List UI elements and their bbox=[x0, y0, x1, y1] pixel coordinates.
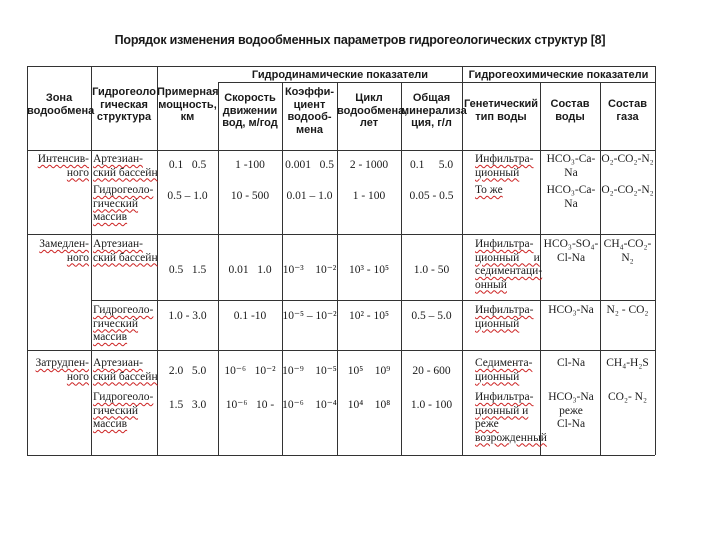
gas-composition-cell: CH₄-H₂S bbox=[606, 357, 649, 369]
genesis-cell: Инфильтра- ционный и седиментаци- онный bbox=[475, 238, 543, 291]
column-header-coef: Коэффи- циент водооб- мена bbox=[284, 86, 335, 136]
zone-divider bbox=[27, 234, 655, 235]
coefficient-cell: 0.01 – 1.0 bbox=[286, 190, 333, 202]
velocity-cell: 0.1 -10 bbox=[233, 310, 267, 322]
water-composition-cell: HCO₃-Na реже Cl-Na bbox=[548, 391, 594, 430]
mineralization-cell: 0.05 - 0.5 bbox=[409, 190, 454, 202]
velocity-cell: 10⁻⁶ 10⁻² bbox=[224, 365, 276, 377]
structure-cell: Артезиан- ский бассейн bbox=[93, 357, 158, 383]
zone-cell: Затрудпен- ного bbox=[35, 357, 89, 383]
header-bottom-border bbox=[27, 150, 655, 151]
table-top-border bbox=[27, 66, 655, 67]
water-composition-cell: Cl-Na bbox=[556, 357, 586, 369]
table-bottom-border bbox=[27, 455, 655, 456]
structure-cell: Гидрогеоло- гический массив bbox=[93, 184, 154, 223]
cycle-cell: 10³ - 10⁵ bbox=[348, 264, 390, 276]
genesis-cell: Инфильтра- ционный и реже возрожденный bbox=[475, 391, 547, 444]
table-side-border bbox=[655, 66, 656, 455]
thickness-cell: 1.0 - 3.0 bbox=[168, 310, 207, 322]
structure-cell: Гидрогеоло- гический массив bbox=[93, 391, 154, 430]
column-header-velocity: Скорость движении вод, м/год bbox=[222, 92, 278, 129]
water-composition-cell: HCO₃-Na bbox=[548, 304, 594, 316]
thickness-cell: 0.1 0.5 bbox=[168, 159, 207, 171]
coefficient-cell: 10⁻⁹ 10⁻⁵ bbox=[282, 365, 337, 377]
structure-cell: Гидрогеоло- гический массив bbox=[93, 304, 154, 343]
cycle-cell: 10⁴ 10⁸ bbox=[347, 399, 391, 411]
velocity-cell: 1 -100 bbox=[235, 159, 265, 171]
genesis-cell: Инфильтра- ционный bbox=[475, 304, 534, 330]
column-header-comp-gas: Состав газа bbox=[608, 98, 647, 123]
column-header-cycle: Цикл водообмена, лет bbox=[337, 92, 408, 129]
velocity-cell: 0.01 1.0 bbox=[228, 264, 272, 276]
cycle-cell: 10² - 10⁵ bbox=[348, 310, 390, 322]
column-divider bbox=[91, 66, 92, 455]
zone-cell: Замедлен- ного bbox=[39, 238, 89, 264]
group-header-hydrodynamic: Гидродинамические показатели bbox=[251, 69, 429, 81]
water-composition-cell: HCO₃-Ca- Na bbox=[546, 184, 596, 210]
thickness-cell: 0.5 – 1.0 bbox=[167, 190, 208, 202]
cycle-cell: 10⁵ 10⁹ bbox=[347, 365, 391, 377]
group-header-divider bbox=[218, 82, 655, 83]
column-header-mineral: Общая минерализа ция, г/л bbox=[401, 92, 467, 129]
thickness-cell: 2.0 5.0 bbox=[168, 365, 207, 377]
cycle-cell: 2 - 1000 bbox=[349, 159, 389, 171]
column-header-zone: Зона водообмена bbox=[27, 92, 95, 117]
gas-composition-cell: CO₂- N₂ bbox=[607, 391, 647, 403]
water-composition-cell: HCO₃-Ca- Na bbox=[546, 153, 596, 179]
coefficient-cell: 10⁻⁵ – 10⁻² bbox=[282, 310, 337, 322]
group-header-hydrochemical: Гидрогеохимические показатели bbox=[468, 69, 649, 81]
coefficient-cell: 10⁻⁶ 10⁻⁴ bbox=[282, 399, 337, 411]
gas-composition-cell: O₂-CO₂-N₂ bbox=[601, 184, 654, 196]
column-divider bbox=[462, 82, 463, 455]
column-header-structure: Гидрогеоло гическая структура bbox=[92, 86, 156, 123]
gas-composition-cell: N₂ - CO₂ bbox=[606, 304, 649, 316]
genesis-cell: Инфильтра- ционный bbox=[475, 153, 534, 179]
zone-divider bbox=[27, 350, 655, 351]
mineralization-cell: 0.5 – 5.0 bbox=[411, 310, 452, 322]
gas-composition-cell: O₂-CO₂-N₂ bbox=[601, 153, 654, 165]
structure-cell: Артезиан- ский бассейн bbox=[93, 238, 158, 264]
mineralization-cell: 20 - 600 bbox=[412, 365, 451, 377]
table-title: Порядок изменения водообменных параметров гидрогеологических структур [8] bbox=[114, 33, 606, 47]
velocity-cell: 10 - 500 bbox=[230, 190, 270, 202]
coefficient-cell: 0.001 0.5 bbox=[285, 159, 334, 171]
column-header-comp-water: Состав воды bbox=[550, 98, 590, 123]
mineralization-cell: 1.0 - 50 bbox=[413, 264, 450, 276]
genesis-cell: То же bbox=[475, 184, 503, 196]
coefficient-cell: 10⁻³ 10⁻² bbox=[282, 264, 337, 276]
mineralization-cell: 1.0 - 100 bbox=[410, 399, 453, 411]
cycle-cell: 1 - 100 bbox=[352, 190, 386, 202]
row-divider bbox=[91, 300, 655, 301]
structure-cell: Артезиан- ский бассейн bbox=[93, 153, 158, 179]
mineralization-cell: 0.1 5.0 bbox=[409, 159, 454, 171]
table-side-border bbox=[27, 66, 28, 455]
thickness-cell: 1.5 3.0 bbox=[168, 399, 207, 411]
genesis-cell: Седимента- ционный bbox=[475, 357, 533, 383]
gas-composition-cell: CH₄-CO₂- N₂ bbox=[603, 238, 652, 264]
column-header-thickness: Примерная мощность, км bbox=[157, 86, 219, 123]
thickness-cell: 0.5 1.5 bbox=[168, 264, 207, 276]
zone-cell: Интенсив- ного bbox=[37, 153, 89, 179]
column-header-genesis: Генетический тип воды bbox=[463, 98, 539, 123]
water-composition-cell: HCO₃-SO₄- Cl-Na bbox=[543, 238, 599, 264]
velocity-cell: 10⁻⁶ 10 - bbox=[225, 399, 275, 411]
